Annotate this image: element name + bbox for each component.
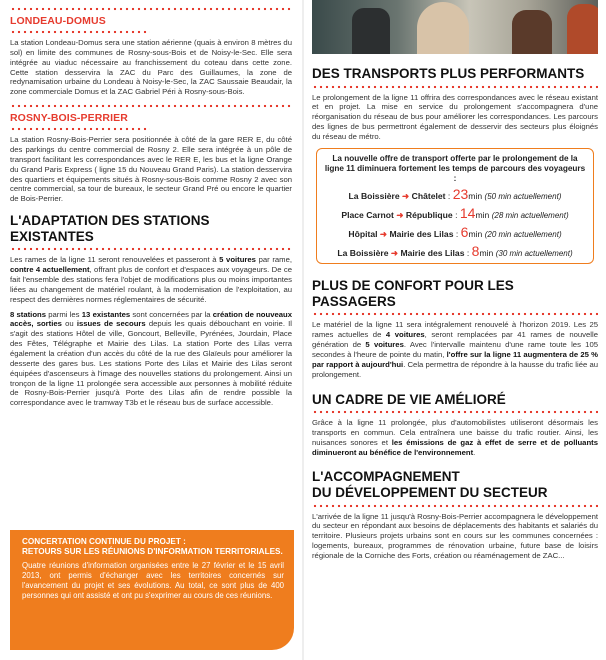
londeau-text: La station Londeau-Domus sera une station aérienne (quais à environ 8 mètres du sol) en limite des communes de Rosny-sous-Bois et de Noisy-le-Sec. Elle sera intégrée au viaduc nécessaire au franchissement du coteau dans cette zone. Cette station desservira la ZAC du Parc des Guillaumes, la zone de redynamisation urbaine du Londeau à Noisy-le-Sec, la ZAC Saussaie Beaudair, la zone commerciale Domus et la ZAC Gabriel Péri à Rosny-sous-Bois. <box>10 38 292 97</box>
adaptation-paragraph-1: Les rames de la ligne 11 seront renouvelées et passeront à 5 voitures par rame, contre 4 actuellement, offrant plus de confort et d'espaces aux voyageurs. De ce fait l'ensemble des stations fera l'objet de modifications plus ou moins importantes liées au changement de matériel roulant, à la modernisation de l'exploitation, au respect des dernières normes réglementaires de sécurité. <box>10 255 292 304</box>
travel-time-row: Hôpital ➜ Mairie des Lilas : 6min (20 min actuellement) <box>348 224 562 241</box>
concertation-box <box>10 530 294 650</box>
dotted-rule <box>10 30 150 34</box>
travel-time-row: La Boissière ➜ Mairie des Lilas : 8min (30 min actuellement) <box>337 243 573 260</box>
concertation-text: Quatre réunions d'information organisées entre le 27 février et le 15 avril 2013, ont permis d'échanger avec les territoires concernés sur l'avancement du projet et ses évolutions. Au total, ce sont plus de 400 personnes qui ont assisté et ont pu s'exprimer au cours de ces réunions. <box>22 560 284 600</box>
transports-title: DES TRANSPORTS PLUS PERFORMANTS <box>312 66 585 81</box>
adaptation-paragraph-2: 8 stations parmi les 13 existantes sont concernées par la création de nouveaux accès, sorties ou issues de secours depuis les quais débouchant en voirie. Il s'agit des stations Hôtel de ville, Goncourt, Belleville, Pyrénées, Jourdain, Place des Fêtes, Télégraphe et Mairie des Lilas. La station Porte des Lilas verra également la création d'un accès du côté de la rue des Glaïeuls pour améliorer la desserte des gares bus. Les stations Porte des Lilas et Mairie des Lilas seront équipées d'ascenseurs à l'image des nouvelles stations du prolongement. Ainsi un tronçon de la ligne 11 prolongée sera accessible aux personnes à mobilité réduite de Rosny-Bois-Perrier jusqu'à Porte des Lilas afin de rendre possible la correspondance avec le tramway T3b et le réseau bus de surface accessible. <box>10 309 292 408</box>
londeau-title: LONDEAU-DOMUS <box>10 15 106 27</box>
dotted-rule <box>10 104 292 108</box>
right-column <box>306 0 606 660</box>
column-divider <box>302 0 304 660</box>
dotted-rule <box>312 410 598 414</box>
travel-time-row: Place Carnot ➜ République : 14min (28 min actuellement) <box>341 205 569 222</box>
adaptation-section <box>10 213 292 408</box>
concertation-title-1: CONCERTATION CONTINUE DU PROJET : <box>22 537 186 546</box>
dotted-rule <box>312 312 598 316</box>
confort-text: Le matériel de la ligne 11 sera intégralement renouvelé à l'horizon 2019. Les 25 rames actuelles de 4 voitures, seront remplacées par 41 rames de nouvelle génération de 5 voitures. Avec l'intervalle maintenu d'une rame toute les 105 secondes à l'heure de pointe du matin, l'offre sur la ligne 11 augmentera de 25 % par rapport à aujourd'hui. Cela permettra de répondre à la hausse du trafic liée au prolongement. <box>312 320 598 379</box>
dotted-rule <box>312 85 598 89</box>
rosny-title: ROSNY-BOIS-PERRIER <box>10 112 128 125</box>
cadre-text: Grâce à la ligne 11 prolongée, plus d'automobilistes utiliseront désormais les transports en commun. Cela entraînera une baisse du trafic routier. Ainsi, les nuisances sonores et les émissions de gaz à effet de serre et de polluants diminueront au bénéfice de l'environnement. <box>312 418 598 457</box>
travel-times-box <box>316 148 594 265</box>
adaptation-title: L'ADAPTATION DES STATIONS EXISTANTES <box>10 213 210 244</box>
rosny-text: La station Rosny-Bois-Perrier sera positionnée à côté de la gare RER E, du côté des parkings du centre commercial de Rosny 2. Elle sera intégrée à un pôle de transport facilitant les correspondances avec le RER E, les bus et la ligne Orange du Grand Paris Express ( ligne 15 du Nouveau Grand Paris). La station desservira des quartiers et équipements situés à Rosny-sous-Bois comme Rosny 2 avec son centre commercial, sa tour de bureaux, le secteur Grand Pré ou encore le quartier de Bois-Perrier. <box>10 135 292 204</box>
dotted-rule <box>312 504 598 508</box>
confort-title: PLUS DE CONFORT POUR LES PASSAGERS <box>312 278 514 309</box>
accompagnement-text: L'arrivée de la ligne 11 jusqu'à Rosny-Bois-Perrier accompagnera le développement du secteur en répondant aux besoins de déplacements des habitants et salariés du territoire. Plusieurs projets urbains sont en cours sur les communes concernées : logements, bureaux, programmes de rénovation urbaine, future base de loisirs régionale de la Corniche des Forts, création ou réaménagement de ZAC... <box>312 511 598 560</box>
accompagnement-title-1: L'ACCOMPAGNEMENT <box>312 469 460 485</box>
dotted-rule <box>10 7 292 11</box>
cadre-title: UN CADRE DE VIE AMÉLIORÉ <box>312 391 506 407</box>
dotted-rule <box>10 127 150 131</box>
travel-time-row: La Boissière ➜ Châtelet : 23min (50 min actuellement) <box>348 186 562 203</box>
transports-text: Le prolongement de la ligne 11 offrira des correspondances avec le réseau existant et en projet. La mise en service du prolongement s'accompagnera d'une réorganisation du réseau de bus pour améliorer les correspondances. Les parcours des lignes de bus permettront également de desservir des secteurs plus éloignés du réseau de métro. <box>312 92 598 141</box>
concertation-title-2: RETOURS SUR LES RÉUNIONS D'INFORMATION TERRITORIALES. <box>22 546 283 556</box>
dotted-rule <box>10 247 292 251</box>
passengers-photo <box>312 0 598 54</box>
travel-times-intro: La nouvelle offre de transport offerte par le prolongement de la ligne 11 diminuera fortement les temps de parcours des voyageurs : <box>324 153 586 183</box>
accompagnement-title-2: DU DÉVELOPPEMENT DU SECTEUR <box>312 485 548 500</box>
